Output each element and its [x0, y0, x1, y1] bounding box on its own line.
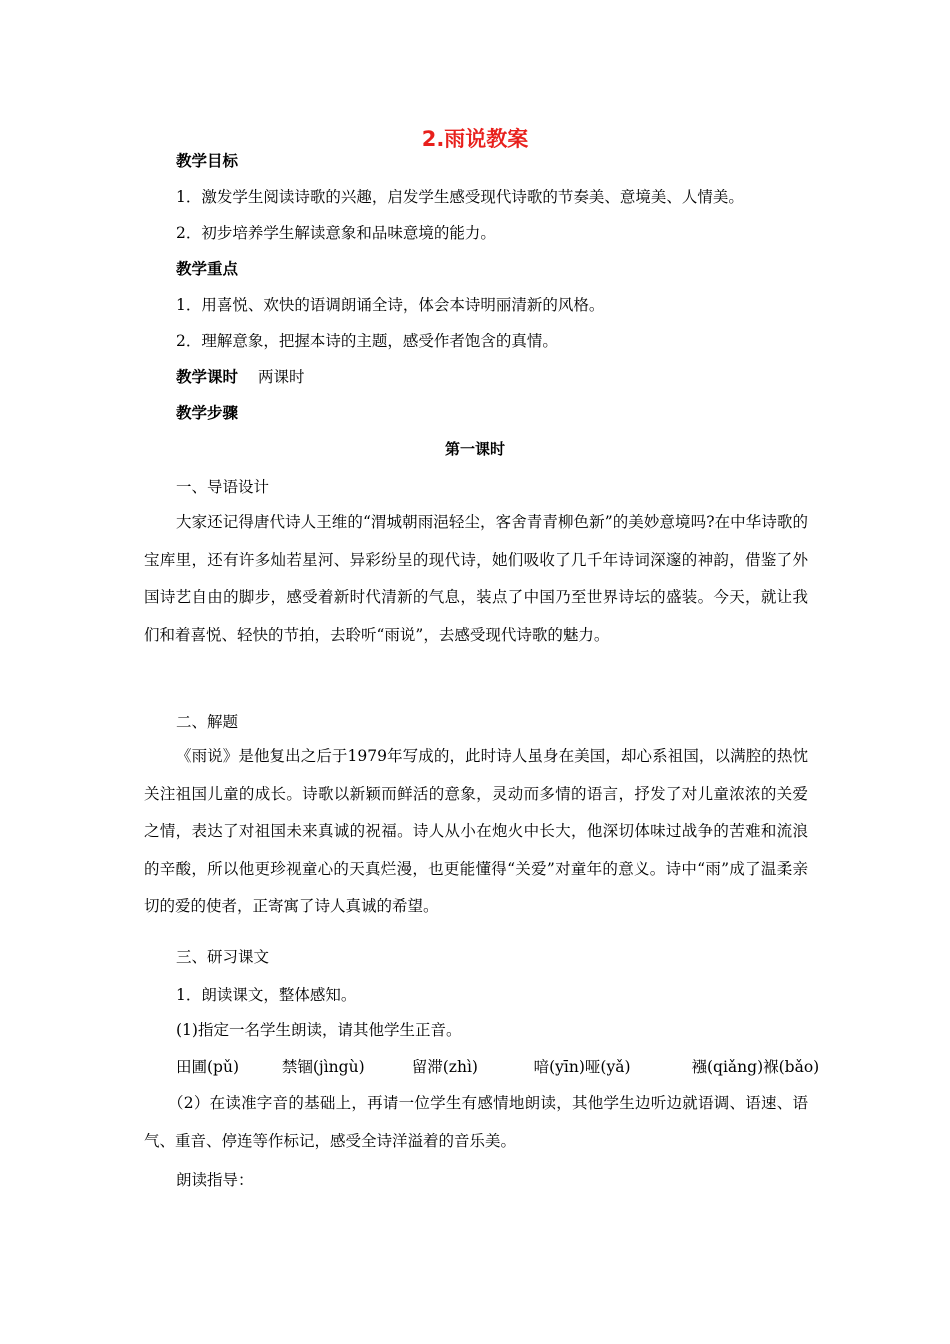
pinyin-item: 喑(yīn)哑(yǎ): [533, 1058, 631, 1076]
part2-paragraph: 《雨说》是他复出之后于1979年写成的，此时诗人虽身在美国，却心系祖国，以满腔的热忱关注祖国儿童的成长。诗歌以新颖而鲜活的意象，灵动而多情的语言，抒发了对儿童浓浓的关爱之情，表达了对祖国未来真诚的祝福。诗人从小在炮火中长大，他深切体味过战争的苦难和流浪的辛酸，所以他更珍视童心的天真烂漫，也更能懂得“关爱”对童年的意义。诗中“雨”成了温柔亲切的爱的使者，正寄寓了诗人真诚的希望。: [144, 747, 808, 915]
steps-heading: 教学步骤: [176, 404, 239, 422]
hours-line: [176, 366, 305, 388]
pinyin-item: 襁(qiǎng)褓(bǎo): [691, 1058, 820, 1076]
lesson-heading: 第一课时: [444, 440, 505, 458]
goals-heading: 教学目标: [176, 152, 239, 170]
hours-heading: 教学课时: [176, 368, 239, 386]
goal-2: 2．初步培养学生解读意象和品味意境的能力。: [176, 224, 496, 242]
pinyin-row: [176, 1056, 819, 1078]
hours-value: 两课时: [258, 368, 305, 386]
goal-1: 1．激发学生阅读诗歌的兴趣，启发学生感受现代诗歌的节奏美、意境美、人情美。: [176, 188, 744, 206]
pinyin-item: 留滞(zhì): [411, 1058, 478, 1076]
document-title: 2.雨说教案: [421, 127, 529, 151]
part3-sub2: （2）在读准字音的基础上，再请一位学生有感情地朗读，其他学生边听边就语调、语速、语气、重音、停连等作标记，感受全诗洋溢着的音乐美。: [144, 1094, 808, 1150]
key-heading: 教学重点: [176, 260, 239, 278]
key-point-1: 1．用喜悦、欢快的语调朗诵全诗，体会本诗明丽清新的风格。: [176, 296, 605, 314]
pinyin-item: 禁锢(jìngù): [281, 1058, 365, 1076]
part1-heading: 一、导语设计: [176, 478, 270, 496]
part3-item1: 1．朗读课文，整体感知。: [176, 986, 357, 1004]
key-point-2: 2．理解意象，把握本诗的主题，感受作者饱含的真情。: [176, 332, 558, 350]
part2-heading: 二、解题: [176, 713, 239, 731]
part3-heading: 三、研习课文: [176, 948, 270, 966]
reading-guide: 朗读指导：: [176, 1171, 254, 1189]
pinyin-item: 田圃(pǔ): [176, 1058, 239, 1076]
part3-sub1: (1)指定一名学生朗读，请其他学生正音。: [176, 1021, 462, 1039]
part1-paragraph: 大家还记得唐代诗人王维的“渭城朝雨浥轻尘，客舍青青柳色新”的美妙意境吗?在中华诗歌的宝库里，还有许多灿若星河、异彩纷呈的现代诗，她们吸收了几千年诗词深邃的神韵，借鉴了外国诗艺自由的脚步，感受着新时代清新的气息，装点了中国乃至世界诗坛的盛装。今天，就让我们和着喜悦、轻快的节拍，去聆听“雨说”，去感受现代诗歌的魅力。: [144, 513, 808, 644]
